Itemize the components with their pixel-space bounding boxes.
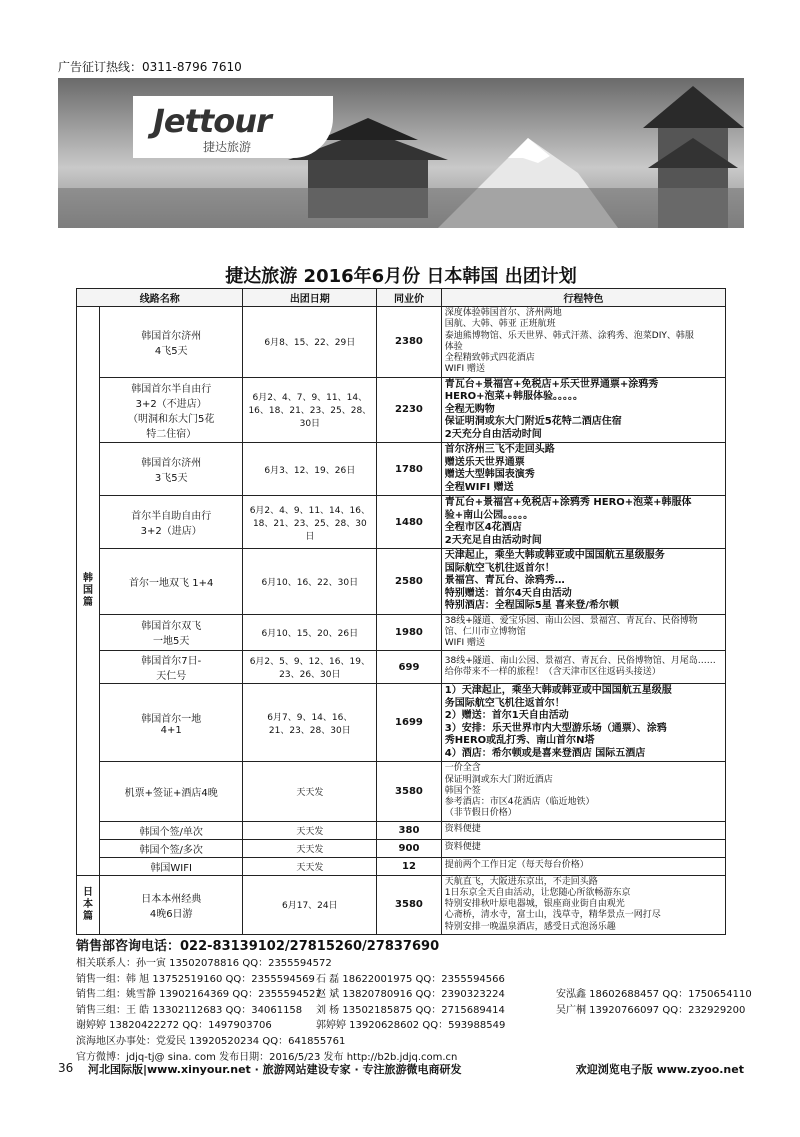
feature-line: （非节假日价格） xyxy=(444,808,517,819)
trade-price: 380 xyxy=(377,821,442,839)
feature-line: 青瓦台+景福宫+免税店+涂鸦秀 HERO+泡菜+韩服体 xyxy=(444,497,692,508)
itinerary-features xyxy=(441,377,725,443)
table-row xyxy=(77,875,726,934)
trade-price: 2380 xyxy=(377,307,442,378)
col-feature: 行程特色 xyxy=(441,289,725,307)
route-name: 韩国首尔双飞 一地5天 xyxy=(99,614,243,651)
feature-line: 一价全含 xyxy=(444,763,481,774)
feature-line: 保证明洞或东大门附近酒店 xyxy=(444,774,553,785)
departure-dates: 天天发 xyxy=(243,857,377,875)
table-row xyxy=(77,821,726,839)
feature-line: 4）酒店：希尔顿或是喜来登酒店 国际五酒店 xyxy=(444,747,646,759)
contact-entry: 谢婷婷 13820422272 QQ：1497903706 xyxy=(76,1020,272,1032)
feature-line: 2）赠送：首尔1天自由活动 xyxy=(444,710,569,722)
departure-dates: 6月10、16、22、30日 xyxy=(243,549,377,615)
feature-line: 首尔济州三飞不走回头路 xyxy=(444,444,555,455)
ad-hotline: 广告征订热线：0311-8796 7610 xyxy=(58,60,242,74)
feature-line: 赠送乐天世界通票 xyxy=(444,456,525,468)
feature-line: 2天充足自由活动时间 xyxy=(444,534,542,546)
contact-entry: 滨海地区办事处：党爱民 13920520234 QQ：641855761 xyxy=(76,1035,346,1047)
feature-line: 提前两个工作日定（每天每台价格） xyxy=(444,860,589,871)
trade-price: 1780 xyxy=(377,443,442,496)
contact-entry: 刘 杨 13502185875 QQ：2715689414 xyxy=(316,1004,505,1016)
table-row xyxy=(77,614,726,651)
trade-price: 2230 xyxy=(377,377,442,443)
itinerary-features xyxy=(441,684,725,762)
feature-line: WIFI 赠送 xyxy=(444,638,486,648)
itinerary-features xyxy=(441,839,725,857)
contact-line xyxy=(76,1003,746,1019)
feature-line: 参考酒店：市区4花酒店（临近地铁） xyxy=(444,797,595,807)
col-price: 同业价 xyxy=(377,289,442,307)
feature-line: 全程无购物 xyxy=(444,403,495,415)
feature-line: 全程精致韩式四花酒店 xyxy=(444,353,535,363)
contact-entry: 安泓鑫 18602688457 QQ：1750654110 xyxy=(556,989,752,1001)
banner-image xyxy=(58,78,744,228)
feature-line: HERO+泡菜+韩服体验。。。。。 xyxy=(444,391,583,402)
trade-price: 12 xyxy=(377,857,442,875)
itinerary-features xyxy=(441,496,725,549)
table-row xyxy=(77,651,726,684)
feature-line: 保证明洞或东大门附近5花特二酒店住宿 xyxy=(444,416,622,427)
feature-line: 特别安排一晚温泉酒店，感受日式泡汤乐趣 xyxy=(444,921,616,932)
itinerary-features xyxy=(441,307,725,378)
contact-entry: 石 磊 18622001975 QQ：2355594566 xyxy=(316,973,505,985)
trade-price: 699 xyxy=(377,651,442,684)
table-header xyxy=(77,289,726,307)
page-title: 捷达旅游 2016年6月份 日本韩国 出团计划 xyxy=(225,266,577,287)
contact-info xyxy=(76,938,752,1065)
itinerary-features xyxy=(441,762,725,821)
col-route: 线路名称 xyxy=(77,289,243,307)
feature-line: 秀HERO或乱打秀、南山首尔N塔 xyxy=(444,735,595,747)
contact-line xyxy=(76,972,746,988)
departure-dates: 6月7、9、14、16、 21、23、28、30日 xyxy=(243,684,377,762)
sales-hotline: 销售部咨询电话：022-83139102/27815260/27837690 xyxy=(76,939,440,954)
feature-line: 青瓦台+景福宫+免税店+乐天世界通票+涂鸦秀 xyxy=(444,378,659,390)
contact-entry: 销售一组：韩 旭 13752519160 QQ：2355594569 xyxy=(76,973,315,985)
feature-line: 馆、仁川市立博物馆 xyxy=(444,626,526,637)
trade-price: 1480 xyxy=(377,496,442,549)
departure-dates: 天天发 xyxy=(243,762,377,821)
contact-entry: 赵 斌 13820780916 QQ：2390323224 xyxy=(316,989,505,1001)
route-name: 首尔一地双飞 1+4 xyxy=(99,549,243,615)
contact-line xyxy=(76,1018,746,1034)
table-row xyxy=(77,839,726,857)
table-row xyxy=(77,762,726,821)
route-name: 日本本州经典 4晚6日游 xyxy=(99,875,243,934)
logo-subtext: 捷达旅游 xyxy=(203,140,252,154)
route-name: 韩国WIFI xyxy=(99,857,243,875)
tour-plan-table xyxy=(76,288,726,935)
page-number: 36 xyxy=(58,1061,74,1075)
itinerary-features xyxy=(441,614,725,651)
feature-line: 韩国个签 xyxy=(444,785,481,796)
departure-dates: 6月2、4、9、11、14、16、 18、21、23、25、28、30 日 xyxy=(243,496,377,549)
departure-dates: 6月2、4、7、9、11、14、 16、18、21、23、25、28、 30日 xyxy=(243,377,377,443)
footer-eedition: 欢迎浏览电子版 www.zyoo.net xyxy=(575,1063,744,1076)
feature-line: 体验 xyxy=(444,341,463,352)
table-row xyxy=(77,857,726,875)
contact-entry: 销售二组：姚雪静 13902164369 QQ：2355594527 xyxy=(76,989,322,1001)
feature-line: 景福宫、青瓦台、涂鸦秀… xyxy=(444,575,565,586)
departure-dates: 天天发 xyxy=(243,839,377,857)
departure-dates: 6月2、5、9、12、16、19、 23、26、30日 xyxy=(243,651,377,684)
itinerary-features xyxy=(441,549,725,615)
itinerary-features xyxy=(441,651,725,684)
feature-line: 务国际航空飞机往返首尔！ xyxy=(444,697,565,709)
contact-entry: 吴广桐 13920766097 QQ：232929200 xyxy=(556,1004,746,1016)
table-row xyxy=(77,549,726,615)
feature-line: WIFI 赠送 xyxy=(444,364,486,375)
feature-line: 全程市区4花酒店 xyxy=(444,522,522,533)
feature-line: 天津起止，乘坐大韩或韩亚或中国国航五星级服务 xyxy=(444,550,665,561)
feature-line: 特别安排秋叶原电器城，银座商业街自由观光 xyxy=(444,899,625,909)
contact-line xyxy=(76,987,752,1003)
feature-line: 给你带来不一样的旅程！（含天津市区往返码头接送） xyxy=(444,667,661,678)
feature-line: 天航直飞，大阪进东京出，不走回头路 xyxy=(444,876,598,887)
feature-line: 3）安排：乐天世界市内大型游乐场（通票）、涂鸦 xyxy=(444,722,667,734)
contact-line xyxy=(76,956,746,972)
route-name: 韩国首尔一地 4+1 xyxy=(99,684,243,762)
feature-line: 38线+隧道、南山公园、景福宫、青瓦台、民俗博物馆、月尾岛…… xyxy=(444,656,716,666)
contact-entry: 销售三组：王 皓 13302112683 QQ：34061158 xyxy=(76,1004,303,1016)
itinerary-features xyxy=(441,875,725,934)
route-name: 韩国首尔7日- 天仁号 xyxy=(99,651,243,684)
feature-line: 2天充分自由活动时间 xyxy=(444,428,542,440)
feature-line: 国际航空飞机往返首尔！ xyxy=(444,562,555,574)
feature-line: 泰迪熊博物馆、乐天世界、韩式汗蒸、涂鸦秀、泡菜DIY、韩服 xyxy=(444,330,694,341)
col-date: 出团日期 xyxy=(243,289,377,307)
route-name: 韩国首尔济州 3飞5天 xyxy=(99,443,243,496)
itinerary-features xyxy=(441,821,725,839)
feature-line: 1）天津起止，乘坐大韩或韩亚或中国国航五星级服 xyxy=(444,685,672,697)
feature-line: 资料便捷 xyxy=(444,842,481,853)
departure-dates: 天天发 xyxy=(243,821,377,839)
region-label-korea: 韩 国 篇 xyxy=(77,307,100,876)
feature-line: 38线+隧道、爱宝乐园、南山公园、景福宫、青瓦台、民俗博物 xyxy=(444,615,698,626)
departure-dates: 6月10、15、20、26日 xyxy=(243,614,377,651)
trade-price: 2580 xyxy=(377,549,442,615)
departure-dates: 6月8、15、22、29日 xyxy=(243,307,377,378)
footer-publication: 河北国际版|www.xinyour.net · 旅游网站建设专家 · 专注旅游微电商研发 xyxy=(88,1063,462,1076)
table-row xyxy=(77,307,726,378)
feature-line: 赠送大型韩国表演秀 xyxy=(444,469,535,480)
contact-entry: 郭婷婷 13920628602 QQ：593988549 xyxy=(316,1020,506,1032)
contact-entry: 官方微博：jdjq-tj@ sina. com 发布日期：2016/5/23 发布 http://b2b.jdjq.com.cn xyxy=(76,1051,458,1063)
trade-price: 1980 xyxy=(377,614,442,651)
contact-entry: 相关联系人：孙一寅 13502078816 QQ：235559457​2 xyxy=(76,958,332,969)
feature-line: 深度体验韩国首尔、济州两地 xyxy=(444,308,562,318)
itinerary-features xyxy=(441,443,725,496)
departure-dates: 6月3、12、19、26日 xyxy=(243,443,377,496)
route-name: 韩国首尔济州 4飞5天 xyxy=(99,307,243,378)
feature-line: 国航、大韩、韩亚 正班航班 xyxy=(444,319,556,330)
contact-line xyxy=(76,1034,746,1050)
trade-price: 3580 xyxy=(377,762,442,821)
route-name: 韩国个签/单次 xyxy=(99,821,243,839)
logo-text: Jettour xyxy=(153,102,271,140)
departure-dates: 6月17、24日 xyxy=(243,875,377,934)
feature-line: 资料便捷 xyxy=(444,824,481,835)
route-name: 首尔半自助自由行 3+2（进店） xyxy=(99,496,243,549)
feature-line: 特别赠送：首尔4天自由活动 xyxy=(444,587,572,599)
table-row xyxy=(77,377,726,443)
route-name: 韩国个签/多次 xyxy=(99,839,243,857)
feature-line: 特别酒店：全程国际5星 喜来登/希尔顿 xyxy=(444,600,619,611)
trade-price: 3580 xyxy=(377,875,442,934)
table-row xyxy=(77,684,726,762)
feature-line: 全程WIFI 赠送 xyxy=(444,481,514,493)
route-name: 机票+签证+酒店4晚 xyxy=(99,762,243,821)
region-label-japan: 日 本 篇 xyxy=(77,875,100,934)
itinerary-features xyxy=(441,857,725,875)
jettour-logo xyxy=(133,96,333,158)
table-row xyxy=(77,496,726,549)
feature-line: 1日东京全天自由活动，让您随心所欲畅游东京 xyxy=(444,887,631,898)
feature-line: 心斋桥，清水寺，富士山，浅草寺，精华景点一网打尽 xyxy=(444,910,661,921)
trade-price: 900 xyxy=(377,839,442,857)
trade-price: 1699 xyxy=(377,684,442,762)
table-row xyxy=(77,443,726,496)
feature-line: 验+南山公园。。。。。 xyxy=(444,509,534,521)
route-name: 韩国首尔半自由行 3+2（不进店） （明洞和东大门5花 特二住宿） xyxy=(99,377,243,443)
